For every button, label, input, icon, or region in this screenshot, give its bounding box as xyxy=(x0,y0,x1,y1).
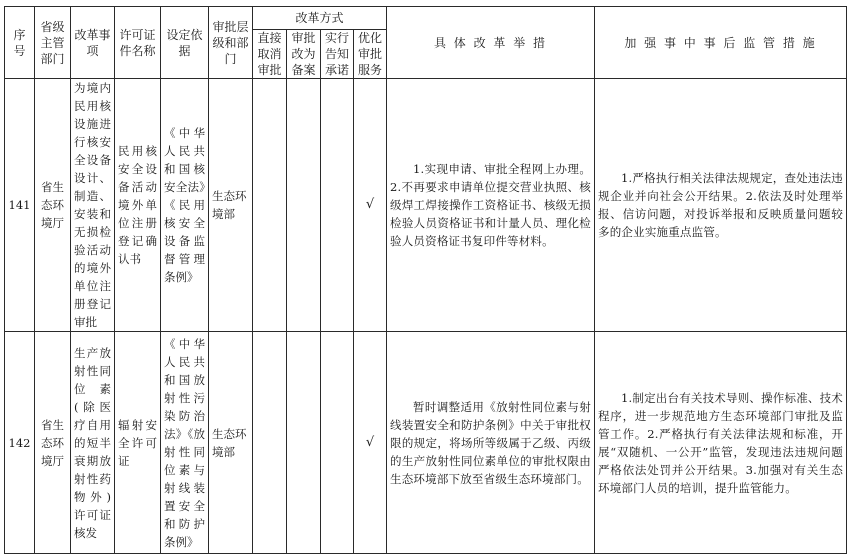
col-header-basis: 设定依据 xyxy=(161,7,209,79)
cell-mode-cancel xyxy=(253,332,287,554)
table-row xyxy=(5,332,847,554)
table-row xyxy=(5,79,847,332)
cell-mode-cancel xyxy=(253,79,287,332)
col-header-mode-optimize: 优化审批服务 xyxy=(354,30,387,79)
col-header-level: 审批层级和部门 xyxy=(209,7,253,79)
cell-supervision: 1.制定出台有关技术导则、操作标准、技术程序，进一步规范地方生态环境部门审批及监管工作。2.严格执行有关法律法规和标准，开展“双随机、一公开”监管，发现违法违规问题严格依法处罚并公开结果。3.加强对有关生态环境部门人员的培训，提升监管能力。 xyxy=(595,332,847,554)
cell-dept: 省生态环境厅 xyxy=(35,332,71,554)
col-header-seq: 序号 xyxy=(5,7,35,79)
cell-license: 民用核安全设备活动境外单位注册登记确认书 xyxy=(115,79,161,332)
col-header-measures: 具 体 改 革 举 措 xyxy=(387,7,595,79)
cell-level: 生态环境部 xyxy=(209,332,253,554)
document-page xyxy=(4,6,846,549)
check-mark: √ xyxy=(354,332,387,554)
cell-mode-filing xyxy=(287,332,321,554)
cell-item: 生产放射性同位素(除医疗自用的短半衰期放射性药物外)许可证核发 xyxy=(71,332,115,554)
cell-seq: 141 xyxy=(5,79,35,332)
col-header-mode-filing: 审批改为备案 xyxy=(287,30,321,79)
cell-basis: 《中华人民共和国核安全法》《民用核安全设备监督管理条例》 xyxy=(161,79,209,332)
cell-seq: 142 xyxy=(5,332,35,554)
cell-measures: 1.实现申请、审批全程网上办理。2.不再要求申请单位提交营业执照、核级焊工焊接操作工资格证书、核级无损检验人员资格证书和计量人员、理化检验人员资格证书复印件等材料。 xyxy=(387,79,595,332)
reform-table xyxy=(4,6,847,554)
col-header-dept: 省级主管部门 xyxy=(35,7,71,79)
check-mark: √ xyxy=(354,79,387,332)
cell-mode-commit xyxy=(321,79,354,332)
cell-level: 生态环境部 xyxy=(209,79,253,332)
header-row-1 xyxy=(5,7,847,30)
col-header-license: 许可证件名称 xyxy=(115,7,161,79)
col-header-reform-mode: 改革方式 xyxy=(253,7,387,30)
cell-mode-commit xyxy=(321,332,354,554)
cell-measures: 暂时调整适用《放射性同位素与射线装置安全和防护条例》中关于审批权限的规定，将场所等级属于乙级、丙级的生产放射性同位素单位的审批权限由生态环境部下放至省级生态环境部门。 xyxy=(387,332,595,554)
cell-mode-filing xyxy=(287,79,321,332)
col-header-mode-cancel: 直接取消审批 xyxy=(253,30,287,79)
cell-dept: 省生态环境厅 xyxy=(35,79,71,332)
cell-basis: 《中华人民共和国放射性污染防治法》《放射性同位素与射线装置安全和防护条例》 xyxy=(161,332,209,554)
cell-item: 为境内民用核设施进行核安全设备设计、制造、安装和无损检验活动的境外单位注册登记审批 xyxy=(71,79,115,332)
col-header-supervision: 加 强 事 中 事 后 监 管 措 施 xyxy=(595,7,847,79)
cell-supervision: 1.严格执行相关法律法规规定，查处违法违规企业并向社会公开结果。2.依法及时处理举报、信访问题，对投诉举报和反映质量问题较多的企业实施重点监管。 xyxy=(595,79,847,332)
col-header-item: 改革事项 xyxy=(71,7,115,79)
col-header-mode-commit: 实行告知承诺 xyxy=(321,30,354,79)
cell-license: 辐射安全许可证 xyxy=(115,332,161,554)
